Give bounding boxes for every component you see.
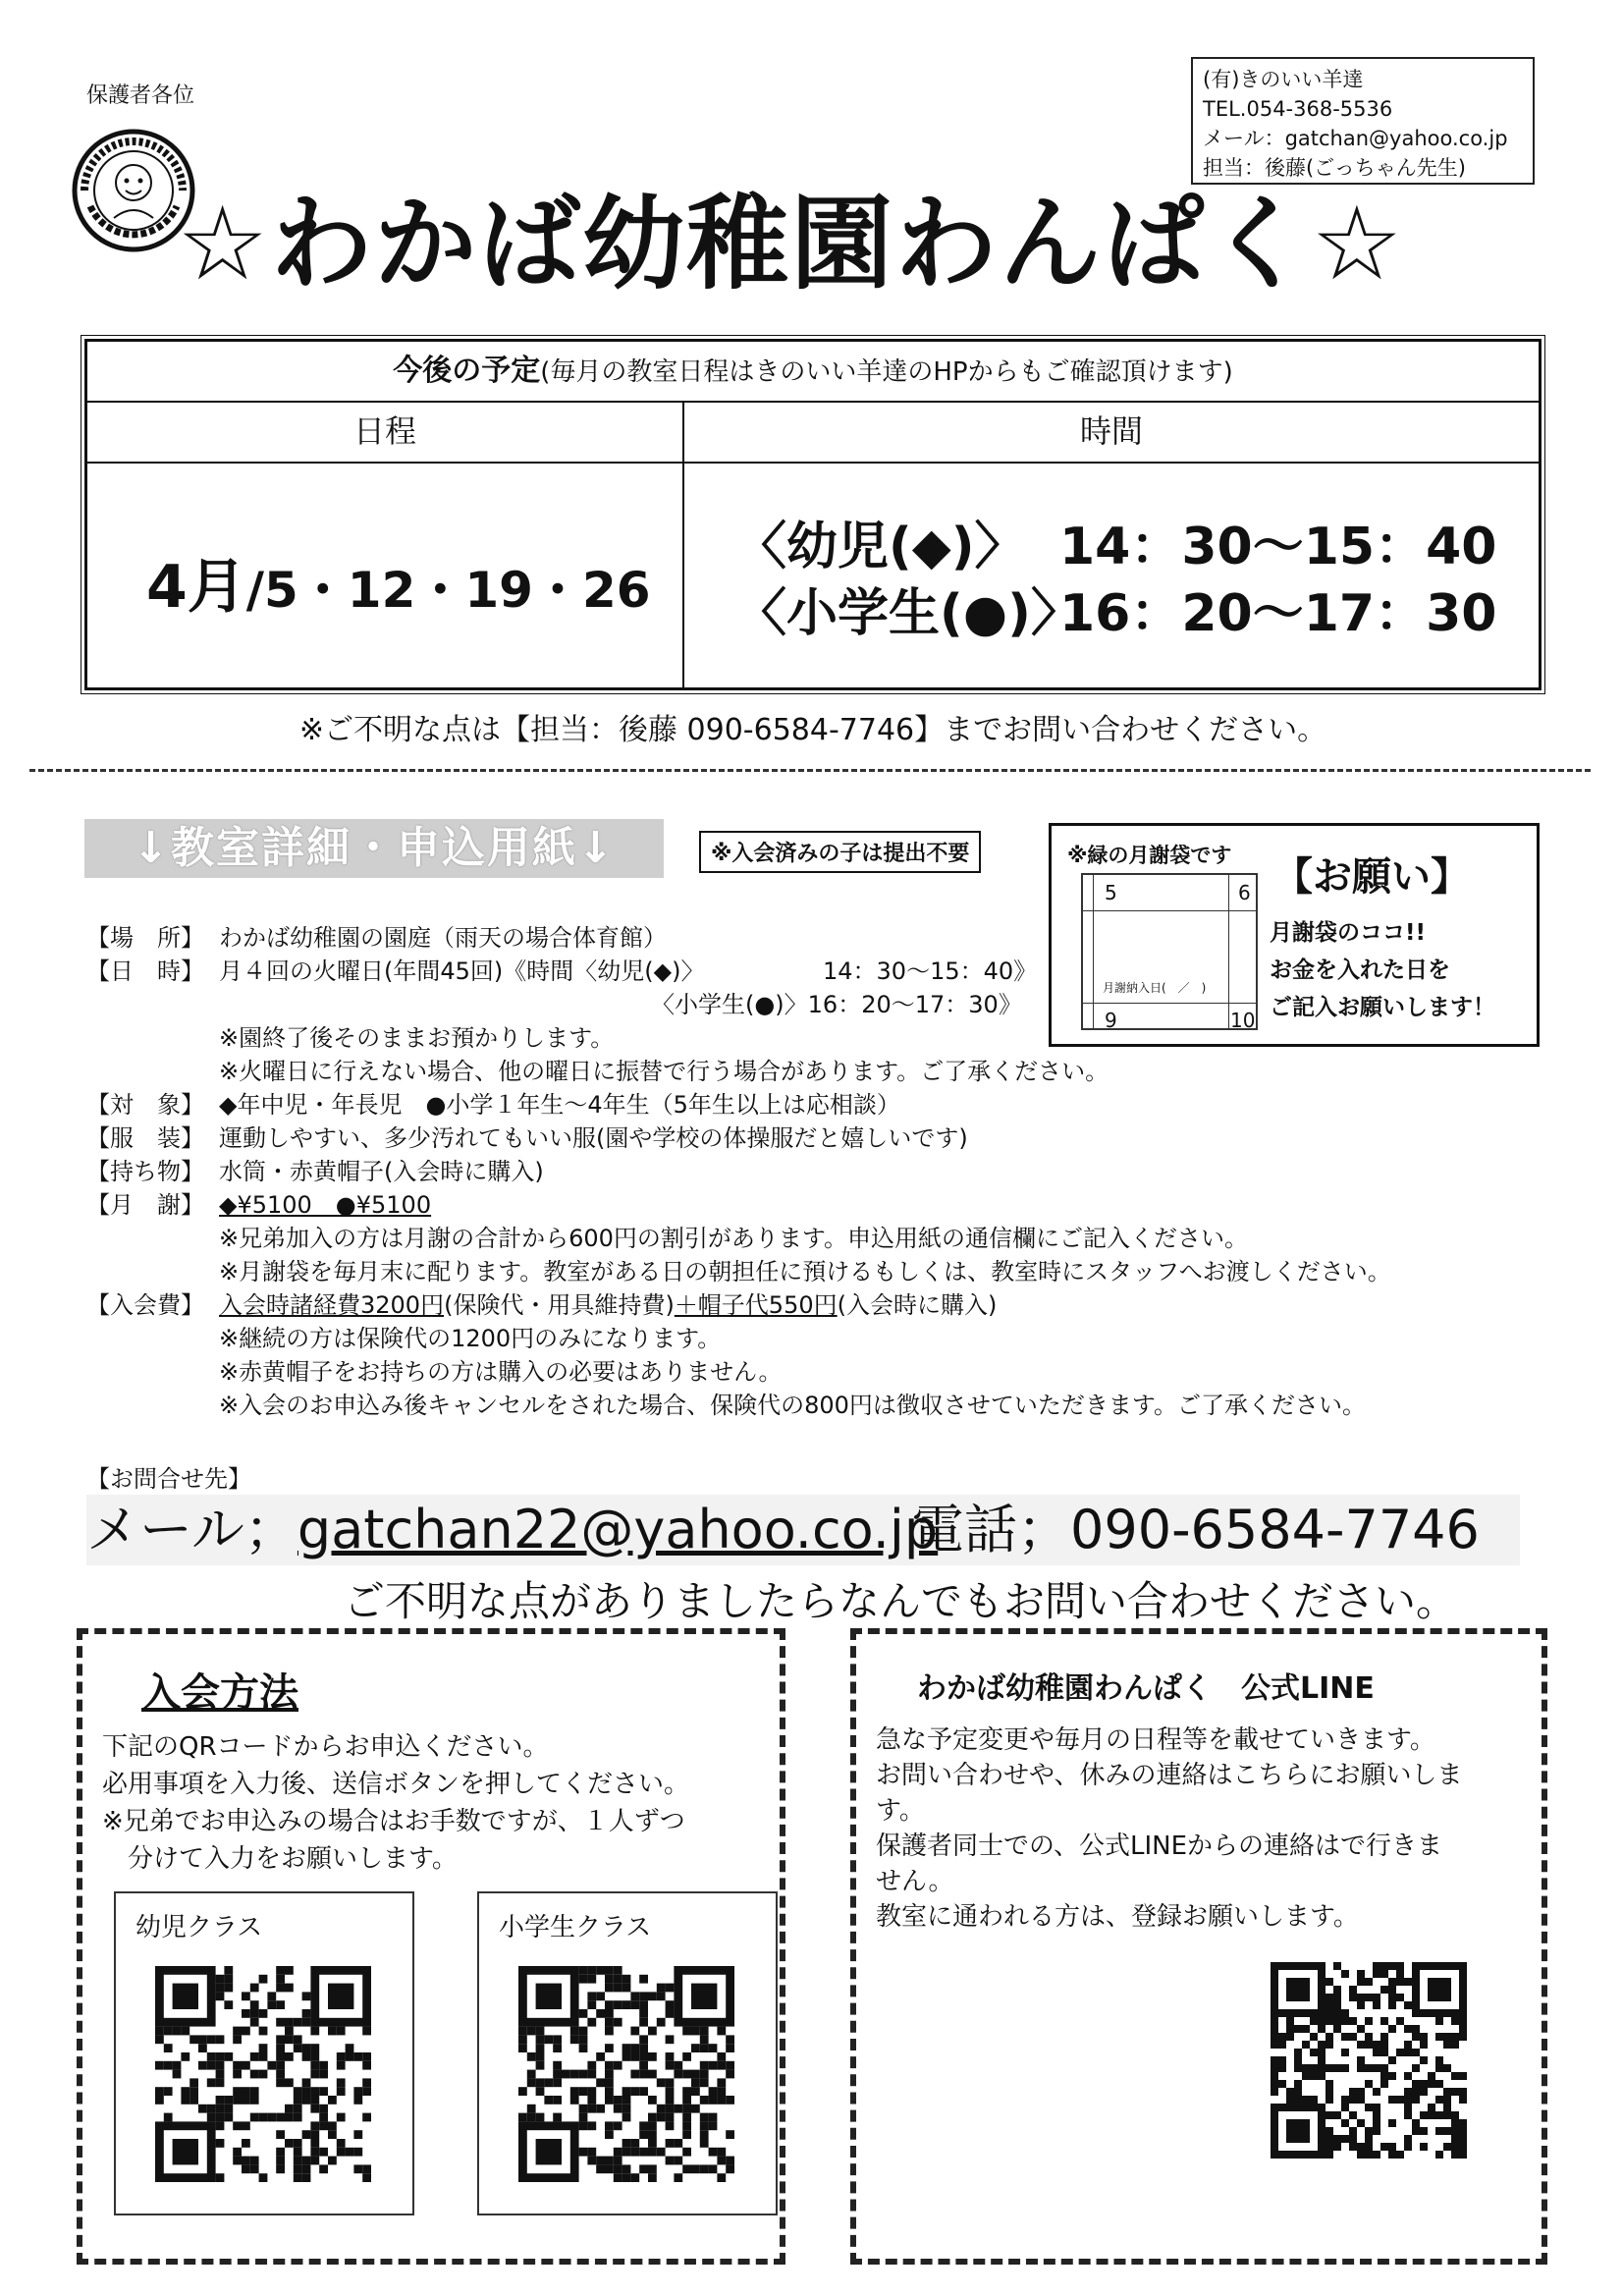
envelope-cell: 10 [1230,1009,1256,1032]
schedule-heading-bold: 今後の予定 [393,354,541,388]
official-line-text [876,1722,1524,1935]
detail-note-text: ※赤黄帽子をお持ちの方は購入の必要はありません。 [219,1358,783,1386]
schedule-heading [87,342,1539,403]
detail-value: 水筒・赤黄帽子(入会時に購入) [219,1158,544,1185]
detail-note-text: ※継続の方は保険代の1200円のみになります。 [219,1325,722,1352]
schedule-body [87,464,1539,687]
tuition-envelope-illustration [1081,873,1258,1030]
qr-card-label: 小学生クラス [499,1913,652,1942]
column-header-time: 時間 [682,401,1539,462]
envelope-cell: 5 [1105,881,1117,904]
schedule-month: 4月 [146,553,246,622]
column-header-date: 日程 [352,412,416,450]
join-line: 必用事項を入力後、送信ボタンを押してください。 [102,1770,690,1799]
time-row-kids [735,505,1496,578]
already-member-note: ※入会済みの子は提出不要 [699,831,981,873]
phone-value[interactable]: 090-6584-7746 [1070,1499,1480,1560]
official-line-title: わかば幼稚園わんぱく 公式LINE [917,1671,1375,1706]
detail-value: わかば幼稚園の園庭（雨天の場合体育館） [219,924,667,952]
time-row-elementary [735,572,1496,645]
detail-key: 【月 謝】 [86,1191,204,1219]
request-line: 月謝袋のココ!! [1270,920,1426,946]
request-line: お金を入れた日を [1270,957,1450,983]
company-mail: メール：gatchan@yahoo.co.jp [1203,127,1508,150]
line-text-line: す。 [876,1796,925,1826]
page-title: ☆わかば幼稚園わんぱく☆ [177,184,1405,303]
line-text-line: お問い合わせや、休みの連絡はこちらにお願いしま [876,1761,1463,1790]
entry-fee-breakdown: (保険代・用具維持費) [444,1291,675,1319]
column-divider [682,464,684,687]
qr-card-label: 幼児クラス [135,1913,263,1942]
detail-time-kids: 14：30～15：40》 [823,957,1038,985]
detail-key: 【入会費】 [86,1291,204,1319]
join-line: ※兄弟でお申込みの場合はお手数ですが、１人ずつ [102,1807,685,1836]
company-contact-box [1191,57,1535,185]
schedule-table [84,339,1542,690]
inquiry-note: ※ご不明な点は【担当：後藤 090-6584-7746】までお問い合わせください。 [298,713,1327,747]
detail-key: 【服 装】 [86,1124,204,1152]
contact-line [86,1495,1520,1565]
join-method-box [77,1628,785,2265]
line-text-line: 教室に通われる方は、登録お願いします。 [876,1902,1359,1932]
qr-card-elementary [477,1891,778,2215]
time-row-label: 〈小学生(●)〉 [735,584,1082,643]
time-row-label: 〈幼児(◆)〉 [735,518,1026,576]
details-section-title: ↓教室詳細・申込用紙↓ [84,819,664,878]
closing-message: ご不明な点がありましたらなんでもお問い合わせください。 [344,1577,1458,1625]
request-title: 【お願い】 [1273,854,1470,900]
official-line-box [850,1628,1547,2265]
company-tel: TEL.054-368-5536 [1203,97,1393,121]
cut-line-divider [29,769,1591,772]
qr-code-icon[interactable] [518,1966,734,2182]
join-line: 分けて入力をお願いします。 [102,1844,458,1874]
schedule-dates [146,540,651,625]
time-row-time: 16：20～17：30 [1059,584,1497,643]
hat-fee-note: (入会時に購入) [837,1291,998,1319]
line-text-line: 保護者同士での、公式LINEからの連絡はで行きま [876,1831,1442,1861]
time-row-time: 14：30～15：40 [1059,518,1497,576]
qr-code-icon[interactable] [1271,1962,1467,2159]
entry-fee-amount: 入会時諸経費3200円 [219,1291,445,1319]
phone-number [911,1495,1480,1565]
hat-fee-amount: ＋帽子代550円 [674,1291,838,1319]
envelope-cell: 6 [1238,881,1251,904]
contact-heading: 【お問合せ先】 [86,1465,251,1493]
detail-note-text: ※入会のお申込み後キャンセルをされた場合、保険代の800円は徴収させていただきます。ご了承ください。 [219,1392,1366,1419]
envelope-cell: 9 [1105,1009,1117,1032]
mail-link[interactable]: gatchan22@yahoo.co.jp [297,1499,939,1560]
detail-value: ◆年中児・年長児 ●小学１年生～4年生（5年生以上は応相談） [219,1091,900,1119]
mail-label: メール； [86,1499,298,1560]
detail-note-text: ※兄弟加入の方は月謝の合計から600円の割引があります。申込用紙の通信欄にご記入ください。 [219,1225,1248,1252]
detail-value: 月４回の火曜日(年間45回)《時間〈幼児(◆)〉 [219,957,705,985]
request-box [1049,823,1540,1047]
company-person: 担当：後藤(ごっちゃん先生) [1203,156,1466,180]
request-line: ご記入お願いします！ [1270,995,1495,1020]
qr-card-kids [114,1891,414,2215]
line-text-line: 急な予定変更や毎月の日程等を載せていきます。 [876,1725,1435,1755]
phone-label: 電話； [911,1499,1070,1560]
line-text-line: せん。 [876,1867,954,1896]
detail-value [219,1288,997,1322]
detail-time-elementary: 〈小学生(●)〉16：20～17：30》 [651,991,1022,1018]
qr-code-icon[interactable] [155,1966,371,2182]
schedule-days: /5・12・19・26 [245,562,651,619]
schedule-column-headers [87,401,1539,464]
detail-value: ◆¥5100 ●¥5100 [219,1191,432,1219]
detail-key: 【対 象】 [86,1091,204,1119]
detail-key: 【場 所】 [86,924,204,952]
detail-value: 運動しやすい、多少汚れてもいい服(園や学校の体操服だと嬉しいです) [219,1124,968,1152]
detail-note-text: ※火曜日に行えない場合、他の曜日に振替で行う場合があります。ご了承ください。 [219,1058,1109,1085]
envelope-label: ※緑の月謝袋です [1067,844,1232,867]
detail-key: 【日 時】 [86,957,204,985]
company-name: (有)きのいい羊達 [1203,68,1364,91]
detail-note-text: ※園終了後そのままお預かりします。 [219,1024,615,1052]
recipient-label: 保護者各位 [86,83,195,108]
join-line: 下記のQRコードからお申込ください。 [102,1732,549,1762]
schedule-heading-note: (毎月の教室日程はきのいい羊達のHPからもご確認頂けます) [540,357,1233,387]
join-method-text [102,1728,689,1878]
join-method-title: 入会方法 [141,1670,298,1716]
detail-key: 【持ち物】 [86,1158,204,1185]
detail-note-text: ※月謝袋を毎月末に配ります。教室がある日の朝担任に預けるもしくは、教室時にスタッフへお渡しください。 [219,1258,1391,1285]
request-text [1270,914,1495,1026]
envelope-date-field: 月謝納入日( ／ ) [1103,981,1207,995]
